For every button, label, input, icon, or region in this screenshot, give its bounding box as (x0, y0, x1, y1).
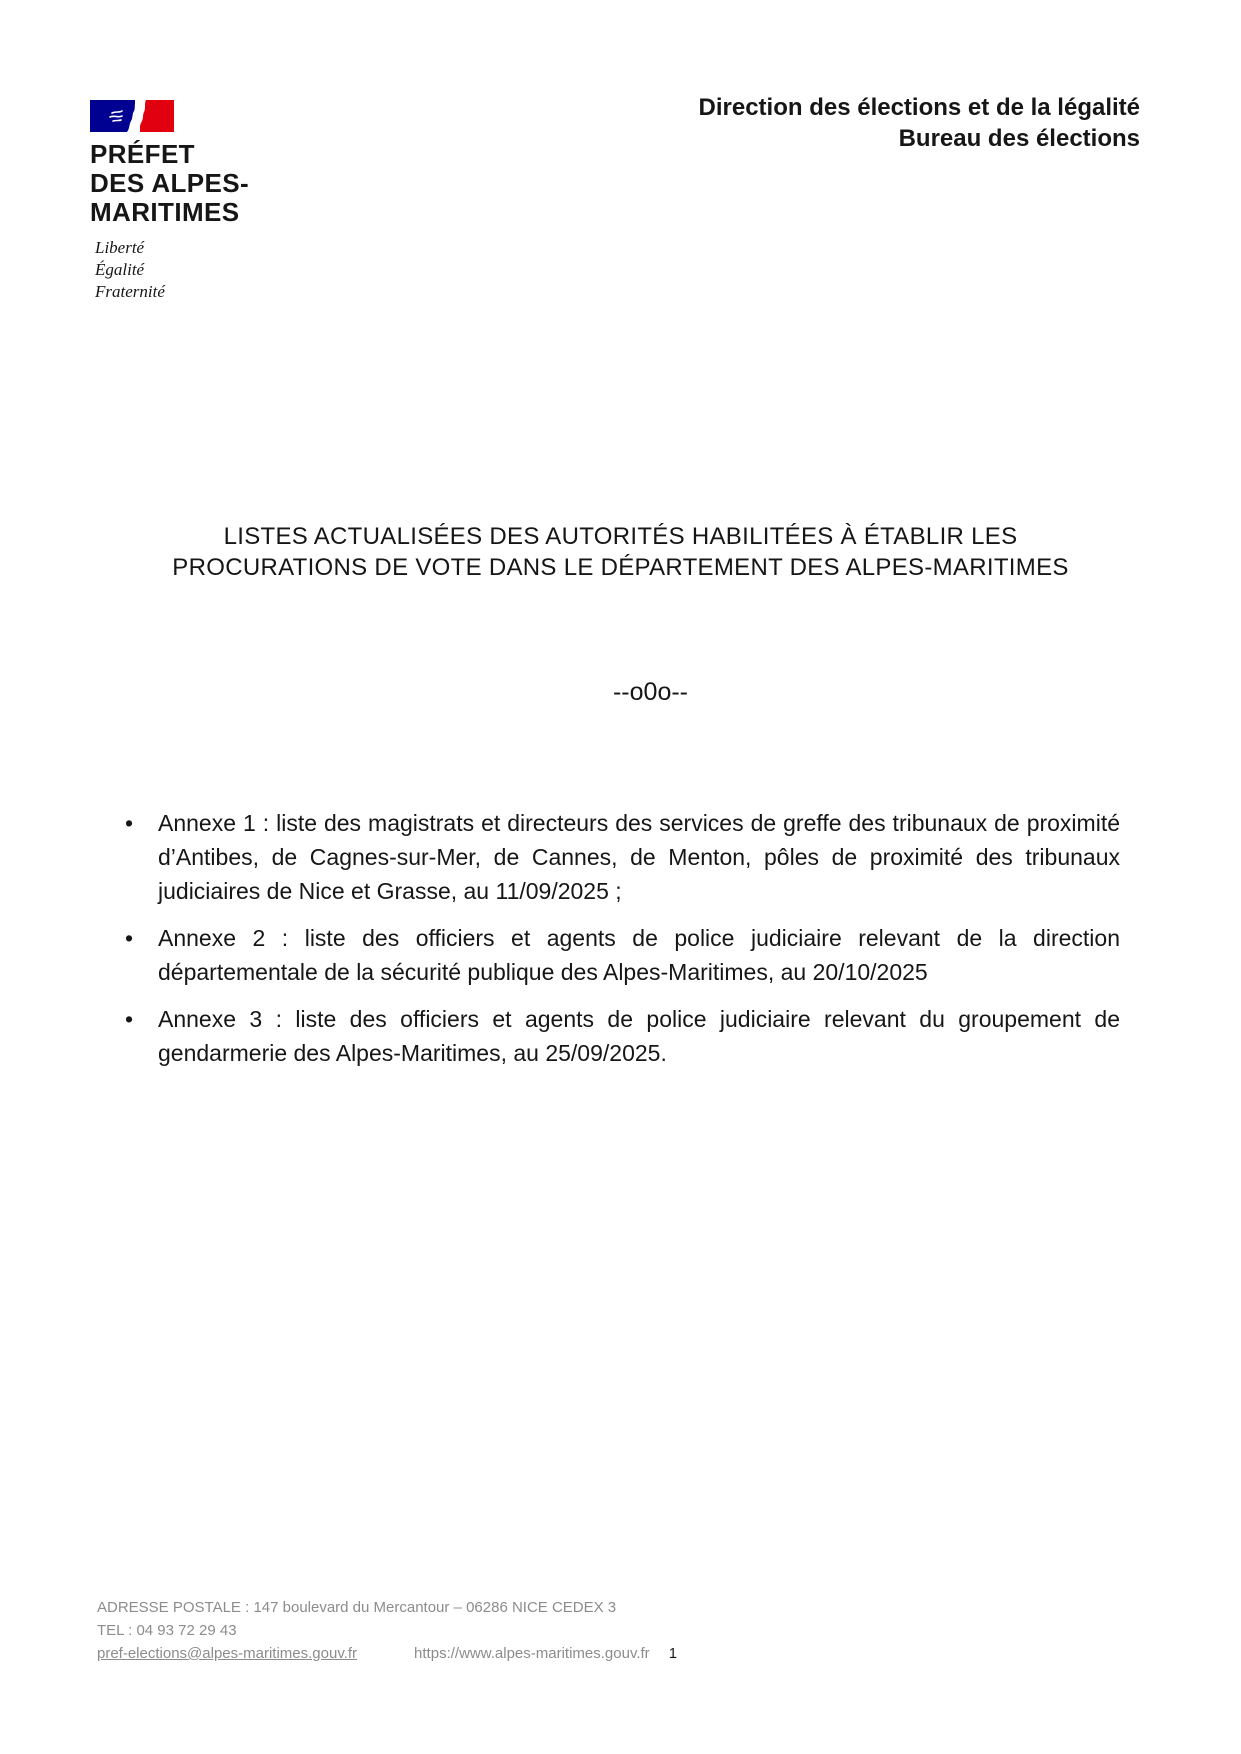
footer-postal-address: ADRESSE POSTALE : 147 boulevard du Mercantour – 06286 NICE CEDEX 3 (97, 1599, 617, 1616)
department-header-line-1: Direction des élections et de la légalité (698, 94, 1140, 121)
page-footer (97, 1596, 677, 1665)
footer-website-link[interactable]: https://www.alpes-maritimes.gouv.fr (414, 1645, 650, 1662)
annexe-3-text: Annexe 3 : liste des officiers et agents de police judiciaire relevant du groupement de gendarmerie des Alpes-Maritimes, au 25/09/2025. (158, 1006, 1120, 1066)
annexe-list (125, 806, 1120, 1083)
prefecture-wordmark (90, 140, 249, 227)
document-title-line-1: LISTES ACTUALISÉES DES AUTORITÉS HABILITÉES À ÉTABLIR LES (223, 523, 1018, 550)
republic-motto (95, 237, 249, 303)
footer-telephone: TEL : 04 93 72 29 43 (97, 1622, 237, 1639)
prefecture-logo-block (90, 100, 249, 303)
list-item (125, 806, 1120, 908)
annexe-1-text: Annexe 1 : liste des magistrats et directeurs des services de greffe des tribunaux de proximité d’Antibes, de Cagnes-sur-Mer, de Cannes, de Menton, pôles de proximité des tribunaux judiciaires de Nice et Grasse, au 11/09/2025 ; (158, 810, 1120, 904)
bullet-icon: • (125, 810, 134, 836)
department-header (699, 92, 1140, 154)
annexe-2-text: Annexe 2 : liste des officiers et agents de police judiciaire relevant de la direction départementale de la sécurité publique des Alpes-Maritimes, au 20/10/2025 (158, 925, 1120, 985)
bullet-icon: • (125, 1006, 134, 1032)
list-item (125, 1002, 1120, 1070)
document-title-line-2: PROCURATIONS DE VOTE DANS LE DÉPARTEMENT DES ALPES-MARITIMES (172, 554, 1069, 581)
ooo-separator: --o0o-- (612, 678, 688, 706)
wordmark-line-2: DES ALPES- (90, 168, 250, 198)
motto-fraternite: Fraternité (95, 282, 165, 301)
page-number: 1 (668, 1645, 678, 1662)
motto-egalite: Égalité (95, 260, 145, 279)
footer-email-link[interactable]: pref-elections@alpes-maritimes.gouv.fr (97, 1645, 358, 1662)
motto-liberte: Liberté (95, 238, 145, 257)
department-header-line-2: Bureau des élections (898, 125, 1140, 152)
document-title (70, 521, 1171, 583)
list-item (125, 921, 1120, 989)
french-flag-marianne-icon (90, 100, 174, 132)
bullet-icon: • (125, 925, 134, 951)
wordmark-line-1: PRÉFET (90, 139, 195, 169)
wordmark-line-3: MARITIMES (90, 197, 240, 227)
